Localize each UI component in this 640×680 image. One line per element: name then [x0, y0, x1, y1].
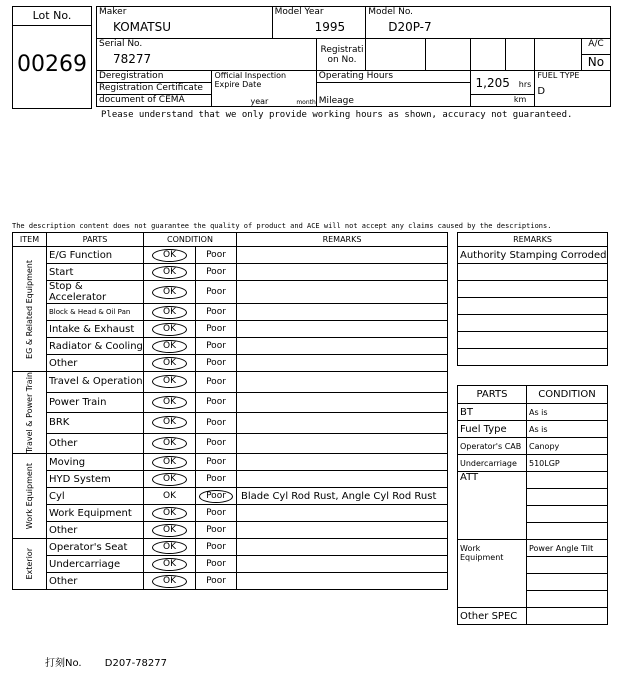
right-remark-row — [458, 264, 608, 281]
lot-box — [12, 6, 92, 109]
hours-disclaimer: Please understand that we only provide working hours as shown, accuracy not guaranteed. — [101, 110, 573, 120]
condition-row — [13, 321, 448, 338]
work-equipment-value: Power Angle Tilt — [527, 540, 608, 557]
part-name: Operator's Seat — [47, 539, 144, 556]
part-name: Undercarriage — [47, 556, 144, 573]
parts-header: PARTS — [47, 233, 144, 247]
remark-cell — [237, 338, 448, 355]
remark-cell — [237, 413, 448, 434]
registration-box-3 — [470, 39, 505, 71]
poor-cell — [196, 355, 237, 372]
remark-cell — [237, 505, 448, 522]
ok-marked: OK — [152, 416, 187, 429]
remark-cell: Blade Cyl Rod Rust, Angle Cyl Rod Rust — [237, 488, 448, 505]
right-remarks-table — [457, 232, 608, 366]
poor-marked: Poor — [199, 490, 233, 503]
ok-marked: OK — [152, 323, 187, 336]
part-name: HYD System — [47, 471, 144, 488]
poor-cell — [196, 321, 237, 338]
condition-row — [13, 488, 448, 505]
condition-row — [13, 264, 448, 281]
condition-row — [13, 505, 448, 522]
right-remark-row — [458, 281, 608, 298]
condition-row — [13, 355, 448, 372]
ok-marked: OK — [152, 375, 187, 388]
remark-cell — [237, 573, 448, 590]
ok-cell — [144, 355, 196, 372]
ok-marked: OK — [152, 340, 187, 353]
ok-cell — [144, 247, 196, 264]
other-spec-value — [527, 608, 608, 625]
spec-parts-header: PARTS — [458, 386, 527, 404]
ac-cell: A/C No — [581, 39, 610, 71]
poor-option: Poor — [206, 307, 226, 317]
part-name: Power Train — [47, 392, 144, 413]
remark-cell — [237, 471, 448, 488]
condition-row — [13, 247, 448, 264]
poor-cell — [196, 522, 237, 539]
ok-cell — [144, 281, 196, 304]
ok-marked: OK — [152, 437, 187, 450]
spec-table — [457, 385, 608, 625]
condition-header: CONDITION — [144, 233, 237, 247]
poor-cell — [196, 556, 237, 573]
poor-option: Poor — [206, 576, 226, 587]
registration-box-4 — [506, 39, 535, 71]
ok-marked: OK — [152, 524, 187, 537]
poor-cell — [196, 573, 237, 590]
ok-cell — [144, 573, 196, 590]
poor-cell — [196, 304, 237, 321]
registration-box-5 — [535, 39, 582, 71]
poor-cell — [196, 505, 237, 522]
ok-marked: OK — [152, 473, 187, 486]
operating-hours-value: 1,205 — [475, 75, 510, 90]
ok-cell — [144, 372, 196, 393]
fuel-type-value: D — [537, 86, 546, 97]
remark-cell — [237, 247, 448, 264]
condition-row — [13, 433, 448, 454]
ok-cell — [144, 454, 196, 471]
model-no-cell: Model No. D20P-7 — [366, 7, 611, 39]
ok-cell — [144, 321, 196, 338]
condition-row — [13, 338, 448, 355]
stamp-value: D207-78277 — [104, 658, 168, 669]
right-remark-row — [458, 315, 608, 332]
poor-option: Poor — [206, 358, 226, 368]
right-remark-row — [458, 349, 608, 366]
ok-marked: OK — [152, 266, 187, 279]
registration-label: Registrati on No. — [316, 39, 365, 71]
poor-option: Poor — [206, 474, 226, 485]
part-name: Other — [47, 433, 144, 454]
item-group-label: Exterior — [13, 539, 47, 590]
ok-marked: OK — [152, 541, 187, 554]
remark-cell — [237, 433, 448, 454]
cab-value: Canopy — [527, 438, 608, 455]
cab-label: Operator's CAB — [458, 438, 527, 455]
poor-cell — [196, 454, 237, 471]
ok-cell — [144, 338, 196, 355]
condition-row — [13, 281, 448, 304]
right-remark-row — [458, 332, 608, 349]
official-inspection-cell: Official Inspection Expire Date year month — [212, 71, 316, 107]
condition-row — [13, 539, 448, 556]
description-disclaimer: The description content does not guarantee the quality of product and ACE will not accept any claims caused by the descriptions. — [12, 222, 552, 230]
poor-option: Poor — [206, 250, 226, 260]
poor-cell — [196, 392, 237, 413]
poor-option: Poor — [206, 341, 226, 351]
ok-cell — [144, 433, 196, 454]
ok-option: OK — [163, 491, 176, 502]
spec-condition-header: CONDITION — [527, 386, 608, 404]
poor-cell — [196, 413, 237, 434]
ok-cell — [144, 556, 196, 573]
ok-cell — [144, 304, 196, 321]
deregistration-label: Deregistration — [97, 71, 212, 83]
ok-marked: OK — [152, 507, 187, 520]
right-remark-row: Authority Stamping Corroded — [458, 247, 608, 264]
poor-option: Poor — [206, 417, 226, 428]
ok-marked: OK — [152, 558, 187, 571]
ok-marked: OK — [152, 306, 187, 319]
model-year-cell: Model Year 1995 — [272, 7, 366, 39]
remark-cell — [237, 556, 448, 573]
part-name: Start — [47, 264, 144, 281]
undercarriage-value: 510LGP — [527, 455, 608, 472]
ac-value: No — [587, 55, 605, 69]
poor-option: Poor — [206, 438, 226, 449]
condition-row — [13, 454, 448, 471]
poor-option: Poor — [206, 559, 226, 570]
stamp-label: 打刻No. — [45, 658, 82, 669]
operating-hours-label: Operating Hours — [316, 71, 470, 83]
part-name: Moving — [47, 454, 144, 471]
reg-cert-label: Registration Certificate — [97, 83, 212, 95]
ok-marked: OK — [152, 456, 187, 469]
registration-box-2 — [425, 39, 470, 71]
item-group-label: Work Equipment — [13, 454, 47, 539]
remark-cell — [237, 539, 448, 556]
part-name: BRK — [47, 413, 144, 434]
poor-option: Poor — [206, 525, 226, 536]
poor-cell — [196, 433, 237, 454]
fuel-label: Fuel Type — [458, 421, 527, 438]
registration-box-1 — [366, 39, 426, 71]
remark-cell — [237, 321, 448, 338]
part-name: Stop & Accelerator — [47, 281, 144, 304]
poor-option: Poor — [206, 376, 226, 387]
ok-cell — [144, 264, 196, 281]
maker-cell: Maker KOMATSU — [97, 7, 273, 39]
item-group-label: Travel & Power Train — [13, 372, 47, 454]
poor-cell — [196, 471, 237, 488]
poor-cell — [196, 488, 237, 505]
right-remark-row — [458, 298, 608, 315]
model-year-value: 1995 — [314, 20, 346, 34]
remarks-header: REMARKS — [237, 233, 448, 247]
mileage-label: Mileage — [316, 83, 470, 107]
condition-row — [13, 372, 448, 393]
part-name: Travel & Operation — [47, 372, 144, 393]
part-name: Work Equipment — [47, 505, 144, 522]
att-row — [527, 506, 608, 523]
ok-cell — [144, 488, 196, 505]
lot-number: 00269 — [17, 52, 87, 77]
condition-row — [13, 304, 448, 321]
remark-cell — [237, 304, 448, 321]
att-label: ATT — [458, 472, 527, 540]
poor-cell — [196, 372, 237, 393]
condition-table — [12, 232, 448, 590]
att-row — [527, 523, 608, 540]
ok-cell — [144, 539, 196, 556]
part-name: Intake & Exhaust — [47, 321, 144, 338]
model-no-value: D20P-7 — [388, 20, 432, 34]
remark-cell — [237, 522, 448, 539]
part-name: Block & Head & Oil Pan — [47, 304, 144, 321]
right-remarks-header: REMARKS — [458, 233, 608, 247]
vehicle-info-table — [96, 6, 611, 107]
condition-row — [13, 522, 448, 539]
ok-cell — [144, 392, 196, 413]
remark-cell — [237, 454, 448, 471]
ok-cell — [144, 471, 196, 488]
att-row — [527, 472, 608, 489]
ok-marked: OK — [152, 357, 187, 370]
att-row — [527, 489, 608, 506]
poor-cell — [196, 264, 237, 281]
remark-cell — [237, 355, 448, 372]
work-equipment-row — [527, 574, 608, 591]
condition-row — [13, 471, 448, 488]
remark-cell — [237, 264, 448, 281]
ok-marked: OK — [152, 396, 187, 409]
poor-cell — [196, 539, 237, 556]
condition-row — [13, 556, 448, 573]
work-equipment-label: Work Equipment — [458, 540, 527, 608]
ok-cell — [144, 505, 196, 522]
fuel-value: As is — [527, 421, 608, 438]
condition-row — [13, 573, 448, 590]
work-equipment-row — [527, 591, 608, 608]
part-name: Other — [47, 522, 144, 539]
stamp-number — [45, 654, 167, 669]
fuel-type-cell: FUEL TYPE D — [535, 71, 611, 107]
lot-label: Lot No. — [13, 7, 91, 26]
poor-cell — [196, 281, 237, 304]
part-name: E/G Function — [47, 247, 144, 264]
part-name: Cyl — [47, 488, 144, 505]
poor-option: Poor — [206, 397, 226, 408]
part-name: Other — [47, 355, 144, 372]
ok-marked: OK — [152, 575, 187, 588]
serial-value: 78277 — [113, 52, 152, 66]
poor-cell — [196, 338, 237, 355]
condition-row — [13, 392, 448, 413]
serial-cell: Serial No. 78277 — [97, 39, 317, 71]
poor-option: Poor — [206, 324, 226, 334]
part-name: Other — [47, 573, 144, 590]
remark-cell — [237, 392, 448, 413]
ok-marked: OK — [152, 249, 187, 262]
remark-cell — [237, 372, 448, 393]
ok-marked: OK — [152, 286, 187, 299]
poor-cell — [196, 247, 237, 264]
bt-value: As is — [527, 404, 608, 421]
mileage-unit: km — [470, 95, 534, 107]
poor-option: Poor — [206, 508, 226, 519]
maker-value: KOMATSU — [113, 20, 172, 34]
item-header: ITEM — [13, 233, 47, 247]
remark-cell — [237, 281, 448, 304]
poor-option: Poor — [206, 457, 226, 468]
item-group-label: EG & Related Equipment — [13, 247, 47, 372]
undercarriage-label: Undercarriage — [458, 455, 527, 472]
poor-option: Poor — [206, 267, 226, 277]
ok-cell — [144, 522, 196, 539]
bt-label: BT — [458, 404, 527, 421]
poor-option: Poor — [206, 542, 226, 553]
part-name: Radiator & Cooling — [47, 338, 144, 355]
cema-label: document of CEMA — [97, 95, 212, 107]
other-spec-label: Other SPEC — [458, 608, 527, 625]
ok-cell — [144, 413, 196, 434]
poor-option: Poor — [206, 287, 226, 297]
operating-hours-cell: 1,205 hrs — [470, 71, 534, 95]
work-equipment-row — [527, 557, 608, 574]
condition-row — [13, 413, 448, 434]
